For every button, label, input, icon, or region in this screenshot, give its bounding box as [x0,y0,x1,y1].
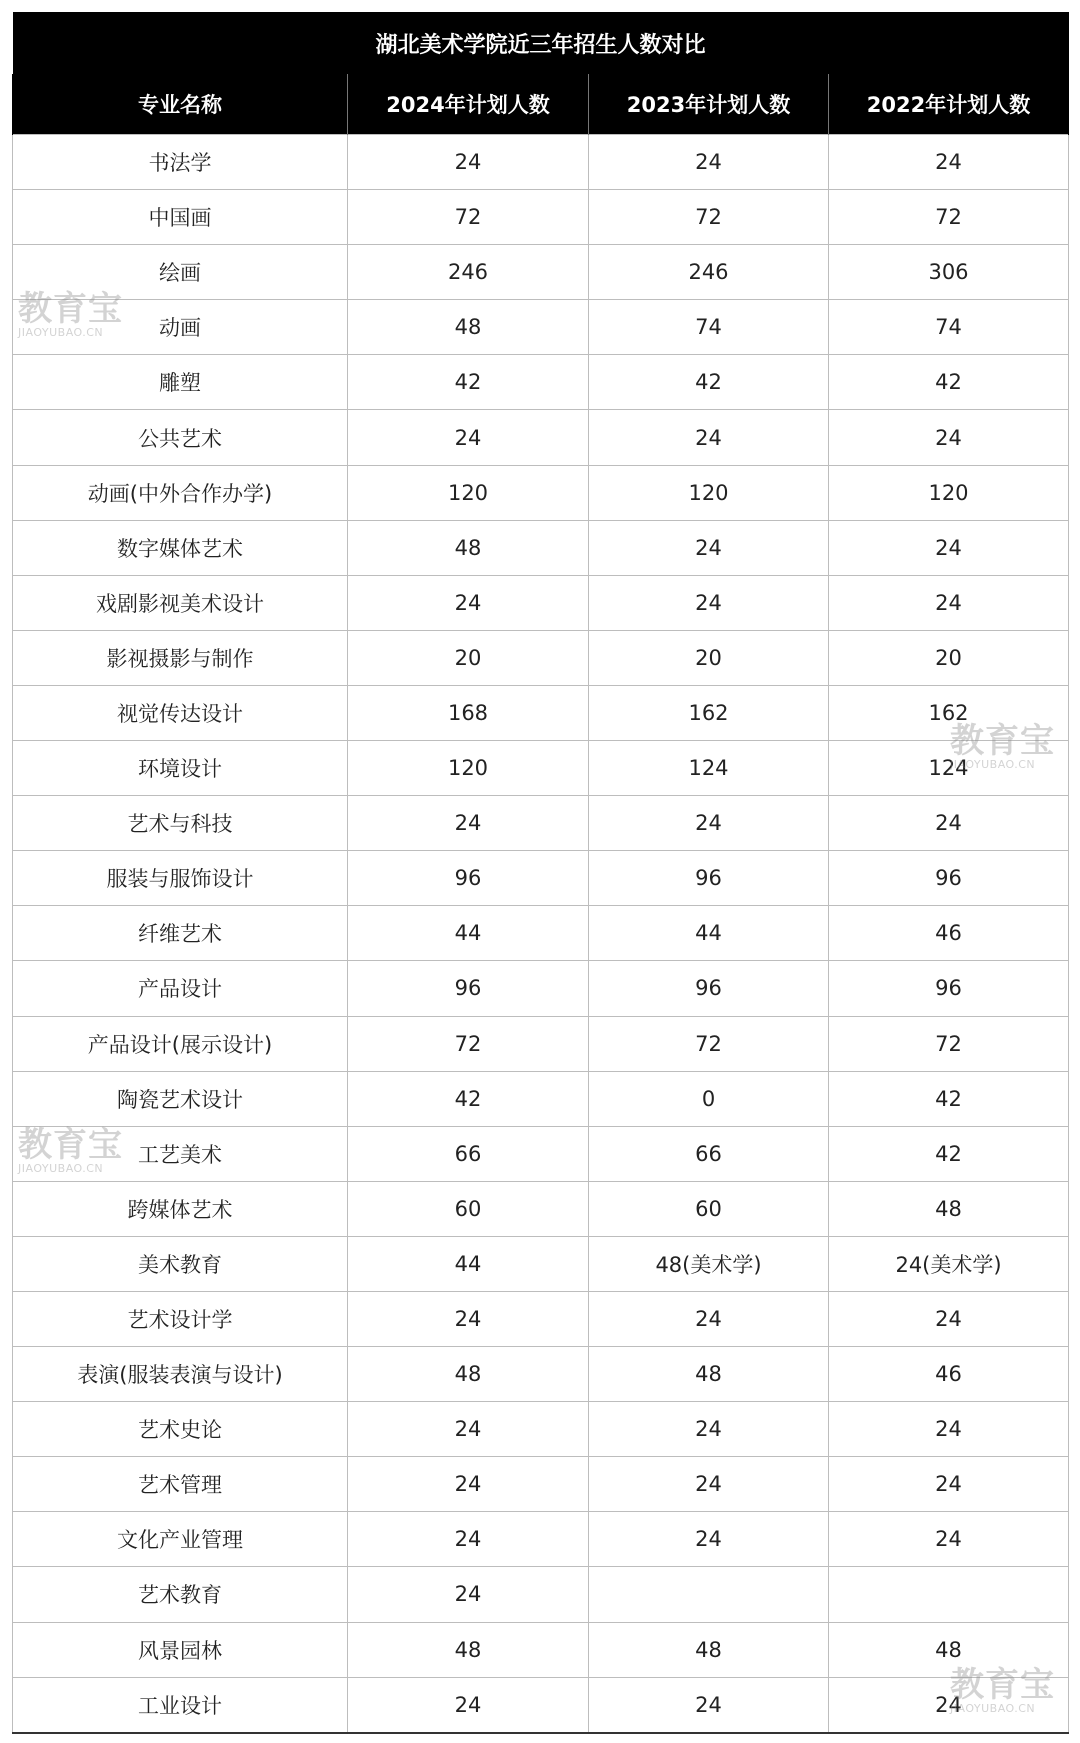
cell-major: 工艺美术 [13,1126,348,1181]
cell-2024: 24 [348,1567,589,1622]
cell-2024: 24 [348,1402,589,1457]
table-row [13,851,1069,906]
cell-2023: 44 [589,906,829,961]
table-title: 湖北美术学院近三年招生人数对比 [13,12,1069,74]
cell-2022: 20 [829,630,1069,685]
cell-2023: 20 [589,630,829,685]
cell-2024: 24 [348,796,589,851]
cell-2022: 24 [829,796,1069,851]
cell-2023: 24 [589,1291,829,1346]
cell-major: 视觉传达设计 [13,685,348,740]
table-row [13,1457,1069,1512]
cell-2022: 24 [829,1402,1069,1457]
watermark-text: 教育宝 [950,1665,1055,1705]
cell-major: 中国画 [13,190,348,245]
cell-2024: 48 [348,520,589,575]
cell-2024: 24 [348,410,589,465]
cell-2024: 120 [348,741,589,796]
cell-2022: 96 [829,851,1069,906]
cell-2023: 24 [589,796,829,851]
cell-2022: 24 [829,1457,1069,1512]
cell-major: 服装与服饰设计 [13,851,348,906]
cell-major: 艺术设计学 [13,1291,348,1346]
table-row [13,1181,1069,1236]
cell-2024: 246 [348,245,589,300]
cell-2024: 48 [348,300,589,355]
cell-2022: 124 [829,741,1069,796]
cell-2024: 20 [348,630,589,685]
cell-2022: 24 [829,575,1069,630]
table-row [13,575,1069,630]
cell-2022: 306 [829,245,1069,300]
cell-2023: 24 [589,1677,829,1733]
cell-2024: 24 [348,1677,589,1733]
table-body [13,135,1069,1734]
cell-2022: 162 [829,685,1069,740]
cell-2022: 120 [829,465,1069,520]
table-row [13,1291,1069,1346]
cell-2024: 168 [348,685,589,740]
cell-major: 风景园林 [13,1622,348,1677]
cell-2023: 66 [589,1126,829,1181]
cell-2023: 24 [589,1512,829,1567]
cell-2024: 66 [348,1126,589,1181]
cell-2023: 24 [589,1457,829,1512]
table-row [13,1512,1069,1567]
cell-major: 动画(中外合作办学) [13,465,348,520]
cell-2023: 120 [589,465,829,520]
table-title-row [13,12,1069,74]
cell-major: 陶瓷艺术设计 [13,1071,348,1126]
cell-2023 [589,1567,829,1622]
table-row [13,796,1069,851]
cell-2022: 24 [829,1512,1069,1567]
cell-2024: 96 [348,961,589,1016]
cell-major: 艺术史论 [13,1402,348,1457]
cell-2024: 48 [348,1622,589,1677]
cell-2022: 46 [829,906,1069,961]
cell-major: 艺术与科技 [13,796,348,851]
cell-2022 [829,1567,1069,1622]
table-row [13,906,1069,961]
cell-2024: 96 [348,851,589,906]
watermark-domain: JIAOYUBAO.CN [950,758,1036,771]
cell-2022: 24 [829,410,1069,465]
cell-2022: 74 [829,300,1069,355]
cell-2022: 24 [829,1677,1069,1733]
column-header-major: 专业名称 [13,74,348,135]
cell-2024: 24 [348,1291,589,1346]
table-row [13,1567,1069,1622]
watermark-domain: JIAOYUBAO.CN [950,1702,1036,1715]
cell-2023: 24 [589,410,829,465]
cell-major: 纤维艺术 [13,906,348,961]
table-row [13,245,1069,300]
cell-major: 影视摄影与制作 [13,630,348,685]
cell-2023: 48 [589,1347,829,1402]
table-row [13,1071,1069,1126]
table-row [13,1677,1069,1733]
cell-2023: 24 [589,1402,829,1457]
cell-2022: 24(美术学) [829,1236,1069,1291]
cell-2022: 96 [829,961,1069,1016]
table-row [13,1622,1069,1677]
table-row [13,1016,1069,1071]
cell-2024: 24 [348,1457,589,1512]
cell-major: 艺术教育 [13,1567,348,1622]
table-row [13,410,1069,465]
cell-2023: 124 [589,741,829,796]
cell-2024: 60 [348,1181,589,1236]
table-row [13,1347,1069,1402]
cell-2024: 120 [348,465,589,520]
cell-2024: 72 [348,1016,589,1071]
cell-2023: 96 [589,851,829,906]
cell-2024: 42 [348,355,589,410]
table-row [13,1236,1069,1291]
cell-major: 产品设计(展示设计) [13,1016,348,1071]
table-row [13,1402,1069,1457]
column-header-2022: 2022年计划人数 [829,74,1069,135]
table-row [13,1126,1069,1181]
enrollment-table [12,12,1069,1734]
watermark-domain: JIAOYUBAO.CN [18,1162,104,1175]
cell-major: 表演(服装表演与设计) [13,1347,348,1402]
cell-major: 产品设计 [13,961,348,1016]
cell-2022: 72 [829,1016,1069,1071]
cell-2023: 42 [589,355,829,410]
watermark-text: 教育宝 [18,289,123,329]
cell-2023: 24 [589,520,829,575]
cell-2024: 24 [348,575,589,630]
cell-major: 艺术管理 [13,1457,348,1512]
cell-2024: 44 [348,906,589,961]
table-row [13,961,1069,1016]
cell-2024: 24 [348,135,589,190]
watermark-domain: JIAOYUBAO.CN [18,326,104,339]
column-header-2024: 2024年计划人数 [348,74,589,135]
cell-2022: 46 [829,1347,1069,1402]
cell-2023: 24 [589,575,829,630]
cell-2023: 96 [589,961,829,1016]
cell-2022: 24 [829,1291,1069,1346]
cell-major: 戏剧影视美术设计 [13,575,348,630]
cell-2023: 246 [589,245,829,300]
cell-2023: 72 [589,1016,829,1071]
table-row [13,685,1069,740]
table-row [13,355,1069,410]
cell-2023: 60 [589,1181,829,1236]
cell-2022: 72 [829,190,1069,245]
watermark-text: 教育宝 [18,1125,123,1165]
cell-2023: 0 [589,1071,829,1126]
table-row [13,520,1069,575]
cell-major: 动画 [13,300,348,355]
cell-major: 美术教育 [13,1236,348,1291]
cell-2023: 72 [589,190,829,245]
cell-major: 书法学 [13,135,348,190]
cell-major: 文化产业管理 [13,1512,348,1567]
column-header-2023: 2023年计划人数 [589,74,829,135]
cell-2024: 44 [348,1236,589,1291]
table-header-row [13,74,1069,135]
watermark-text: 教育宝 [950,721,1055,761]
cell-2024: 24 [348,1512,589,1567]
cell-2022: 24 [829,520,1069,575]
table-row [13,465,1069,520]
cell-major: 雕塑 [13,355,348,410]
cell-major: 环境设计 [13,741,348,796]
cell-2024: 48 [348,1347,589,1402]
cell-major: 工业设计 [13,1677,348,1733]
table-row [13,135,1069,190]
cell-2022: 48 [829,1622,1069,1677]
cell-2022: 24 [829,135,1069,190]
table-row [13,630,1069,685]
enrollment-table-container [12,12,1068,1734]
cell-major: 绘画 [13,245,348,300]
cell-major: 数字媒体艺术 [13,520,348,575]
cell-major: 跨媒体艺术 [13,1181,348,1236]
cell-2022: 48 [829,1181,1069,1236]
cell-2022: 42 [829,1126,1069,1181]
cell-2022: 42 [829,1071,1069,1126]
cell-2024: 42 [348,1071,589,1126]
cell-2023: 24 [589,135,829,190]
cell-2022: 42 [829,355,1069,410]
cell-2023: 74 [589,300,829,355]
table-row [13,190,1069,245]
cell-2023: 48(美术学) [589,1236,829,1291]
table-row [13,741,1069,796]
cell-2023: 48 [589,1622,829,1677]
cell-2024: 72 [348,190,589,245]
table-row [13,300,1069,355]
cell-major: 公共艺术 [13,410,348,465]
cell-2023: 162 [589,685,829,740]
